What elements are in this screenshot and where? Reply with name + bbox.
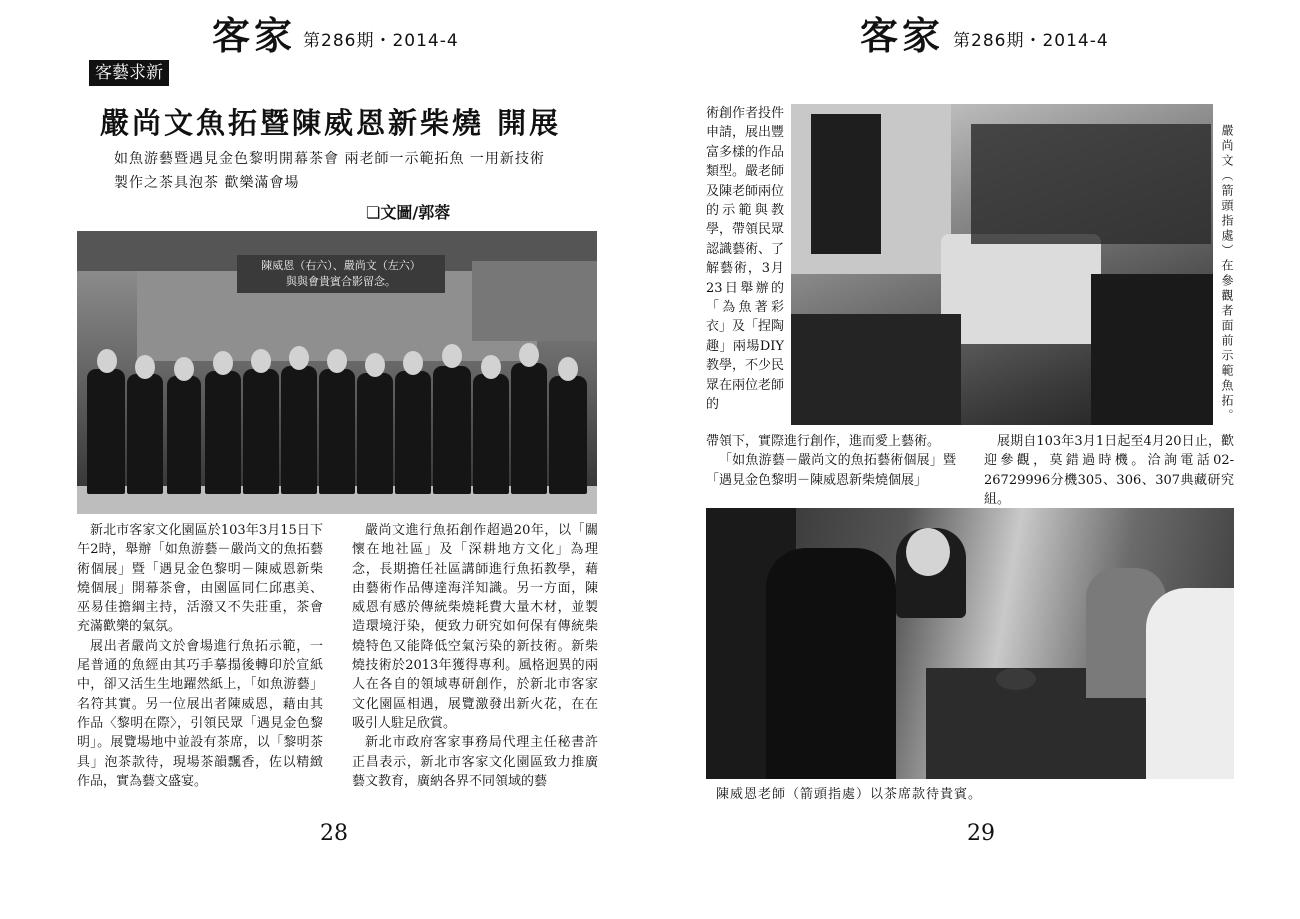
photo-banner-line1: 陳威恩（右六）、嚴尚文（左六） xyxy=(261,259,421,272)
person-head xyxy=(558,357,578,381)
narrow-column xyxy=(706,104,784,415)
paragraph: 帶領下，實際進行創作，進而愛上藝術。 xyxy=(706,434,941,449)
paragraph: 「如魚游藝－嚴尚文的魚拓藝術個展」暨「遇見金色黎明－陳威恩新柴燒個展」 xyxy=(706,453,956,488)
person-figure xyxy=(511,363,547,494)
right-lower-column-right xyxy=(984,432,1234,509)
issue-label: 第286期・2014-4 xyxy=(303,31,459,51)
tea-ceremony-photo xyxy=(706,508,1234,779)
author-credit: ❏文圖/郭蓉 xyxy=(366,203,451,222)
person-head xyxy=(213,351,233,375)
person-head xyxy=(481,355,501,379)
person-head xyxy=(135,355,155,379)
person-figure xyxy=(319,369,355,494)
right-lower-column-left xyxy=(706,432,956,490)
article-title: 嚴尚文魚拓暨陳威恩新柴燒 開展 xyxy=(100,106,562,140)
magazine-logo: 客家 xyxy=(212,13,297,58)
person-head xyxy=(365,353,385,377)
paragraph: 新北市客家文化園區於103年3月15日下午2時，舉辦「如魚游藝－嚴尚文的魚拓藝術個展」暨「遇見金色黎明－陳威恩新柴燒個展」開幕茶會，由園區同仁邱惠美、巫易佳擔綱主持，活潑又不失莊重，茶會充滿歡樂的氣氛。 xyxy=(77,523,323,635)
paragraph: 術創作者投件申請，展出豐富多樣的作品類型。嚴老師及陳老師兩位的示範與教學，帶領民眾認識藝術、了解藝術，3月23日舉辦的「為魚著彩衣」及「捏陶趣」兩場DIY教學，不少民眾在兩位老師的 xyxy=(706,106,785,413)
page-number-left: 28 xyxy=(320,821,348,846)
person-figure xyxy=(433,366,471,494)
person-figure xyxy=(87,369,125,494)
issue-label: 第286期・2014-4 xyxy=(953,31,1109,51)
article-subtitle-line2: 製作之茶具泡茶 歡樂滿會場 xyxy=(114,175,300,191)
article-column-1 xyxy=(77,521,323,791)
article-column-2 xyxy=(352,521,598,791)
demo-photo xyxy=(791,104,1213,425)
article-subtitle-line1: 如魚游藝暨遇見金色黎明開幕茶會 兩老師一示範拓魚 一用新技術 xyxy=(114,151,545,167)
person-figure xyxy=(167,376,201,494)
side-photo-caption: 嚴尚文（箭頭指處）在參觀者面前示範魚拓。 xyxy=(1220,124,1234,424)
paragraph: 展出者嚴尚文於會場進行魚拓示範，一尾普通的魚經由其巧手摹搨後轉印於宣紙中，卻又活生生地躍然紙上，「如魚游藝」名符其實。另一位展出者陳威恩，藉由其作品〈黎明在際〉，引領民眾「遇見金色黎明」。展覽場地中並設有茶席，以「黎明茶具」泡茶款待，現場茶韻飄香，佐以精緻作品，實為藝文盛宴。 xyxy=(77,638,323,789)
person-head xyxy=(174,357,194,381)
paragraph: 嚴尚文進行魚拓創作超過20年，以「關懷在地社區」及「深耕地方文化」為理念，長期擔任社區講師進行魚拓教學，藉由藝術作品傳達海洋知識。另一方面，陳威恩有感於傳統柴燒耗費大量木材，並製造環境汙染，便致力研究如何保有傳統柴燒特色又能降低空氣污染的新技術。新柴燒技術於2013年獲得專利。風格迥異的兩人在各自的領域專研創作，於新北市客家文化園區相遇，展覽激發出新火花，在在吸引人駐足欣賞。 xyxy=(352,523,598,731)
person-figure xyxy=(243,369,279,494)
person-figure xyxy=(205,371,241,494)
person-head xyxy=(97,349,117,373)
person-head xyxy=(327,349,347,373)
person-head xyxy=(442,344,462,368)
person-figure xyxy=(473,374,509,494)
person-figure xyxy=(281,366,317,494)
section-tag: 客藝求新 xyxy=(89,60,169,86)
page-number-right: 29 xyxy=(967,821,995,846)
person-figure xyxy=(395,371,431,494)
person-figure xyxy=(549,376,587,494)
person-figure xyxy=(127,374,163,494)
magazine-logo: 客家 xyxy=(860,13,945,58)
photo-banner-line2: 與與會貴賓合影留念。 xyxy=(286,275,396,288)
person-head xyxy=(403,351,423,375)
person-figure xyxy=(357,373,393,494)
paragraph: 展期自103年3月1日起至4月20日止，歡迎參觀，莫錯過時機。洽詢電話02-26729996分機305、306、307典藏研究組。 xyxy=(984,434,1234,507)
person-head xyxy=(289,346,309,370)
paragraph: 新北市政府客家事務局代理主任秘書許正昌表示，新北市客家文化園區致力推廣藝文教育，廣納各界不同領域的藝 xyxy=(352,735,598,789)
person-head xyxy=(251,349,271,373)
bottom-photo-caption: 陳威恩老師（箭頭指處）以茶席款待貴賓。 xyxy=(716,787,983,802)
person-head xyxy=(519,343,539,367)
group-photo xyxy=(77,231,597,514)
photo-banner xyxy=(237,255,445,293)
